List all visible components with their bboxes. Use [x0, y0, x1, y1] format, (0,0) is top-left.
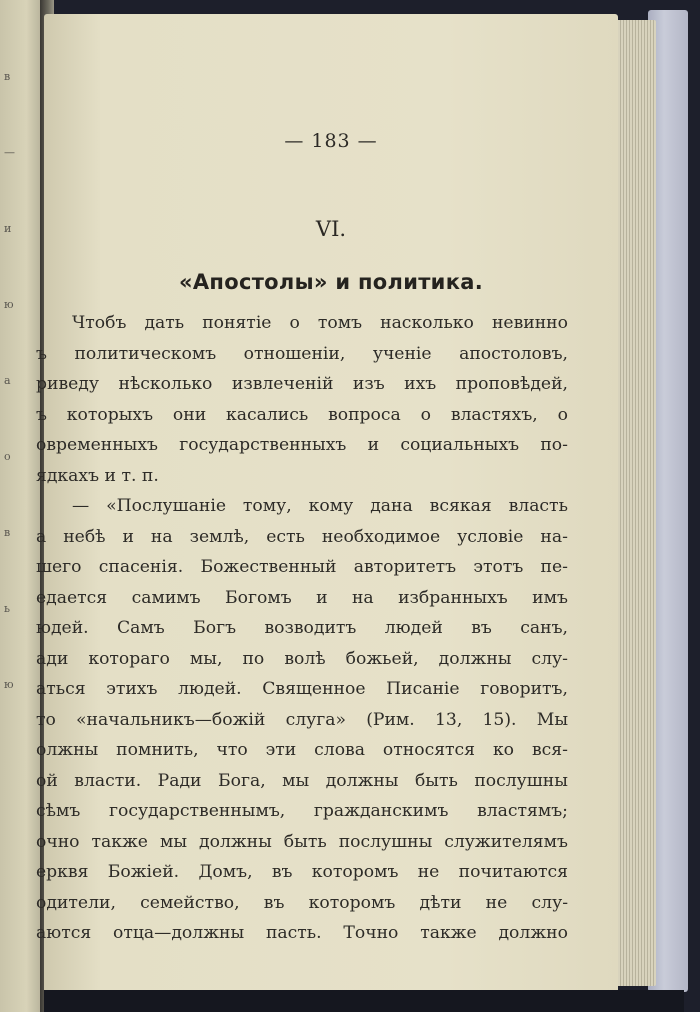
text-line	[36, 766, 568, 797]
text-line	[36, 339, 568, 370]
word: тому,	[242, 496, 292, 516]
left-page-fragment: —	[4, 146, 16, 159]
word: пе-	[540, 557, 568, 577]
word: должны	[199, 831, 272, 852]
word: овременныхъ	[36, 435, 158, 455]
word: кому	[308, 496, 354, 516]
word: 15).	[482, 709, 517, 730]
word: по	[242, 648, 265, 669]
word: извлеченій	[231, 374, 334, 394]
word: и	[104, 465, 122, 486]
word: по-	[540, 435, 568, 455]
word: санъ,	[520, 618, 568, 638]
word: властямъ;	[477, 801, 568, 821]
word: о	[289, 313, 300, 333]
word: относятся	[382, 740, 476, 760]
word: Бога,	[217, 770, 266, 791]
word: ученіе	[372, 343, 432, 364]
word: почитаются	[458, 862, 568, 882]
word: аются	[36, 923, 92, 943]
word: Священное	[262, 679, 366, 699]
word: имъ	[532, 587, 568, 608]
left-page-fragment: ю	[4, 678, 15, 691]
word: отца—должны	[113, 923, 245, 943]
text-line	[36, 400, 568, 431]
book-page	[36, 14, 618, 994]
word: должны	[438, 648, 512, 669]
word: Богъ	[193, 618, 237, 638]
word: людей	[384, 618, 443, 638]
word: касались	[226, 404, 309, 425]
word: невинно	[491, 313, 568, 333]
word: что	[216, 740, 248, 760]
text-line	[36, 644, 568, 675]
word: дать	[144, 313, 185, 333]
word: возводитъ	[264, 618, 357, 638]
word: вопроса	[328, 404, 401, 425]
text-line	[36, 735, 568, 766]
text-line	[36, 552, 568, 583]
text-line	[36, 461, 568, 492]
word: избранныхъ	[398, 587, 508, 608]
shadow	[44, 990, 684, 1012]
word: которомъ	[308, 892, 396, 913]
word: проповѣдей,	[455, 374, 568, 394]
word: котораго	[88, 648, 170, 669]
word: слу-	[531, 648, 568, 669]
word: одители,	[36, 892, 116, 913]
word: (Рим.	[366, 709, 415, 730]
word: олжны	[36, 740, 99, 760]
word: ъ	[36, 343, 47, 364]
left-page-fragment: ю	[4, 298, 15, 311]
word: ихъ	[404, 374, 437, 394]
word: о	[420, 404, 431, 425]
word: едается	[36, 587, 108, 608]
left-page-fragment: и	[4, 222, 12, 235]
word: слуга»	[285, 709, 347, 730]
word: послушны	[338, 831, 433, 852]
word: божьей,	[345, 648, 419, 669]
word: ади	[36, 648, 69, 669]
text-line	[36, 674, 568, 705]
word: власть	[508, 496, 568, 516]
word: и	[367, 435, 380, 455]
left-page-fragment: в	[4, 70, 11, 83]
word: Мы	[536, 709, 568, 730]
word: властяхъ,	[450, 404, 538, 425]
word: ой	[36, 770, 58, 791]
text-line	[36, 857, 568, 888]
word: они	[172, 404, 207, 425]
word: шего	[36, 557, 82, 577]
text-line	[36, 369, 568, 400]
word: мы,	[189, 648, 223, 669]
word: на	[351, 587, 374, 608]
word: не	[417, 862, 440, 882]
word: авторитетъ	[353, 557, 457, 577]
text-line	[36, 583, 568, 614]
word: пасть.	[265, 923, 322, 943]
word: въ	[471, 618, 492, 638]
word: то	[36, 709, 56, 730]
text-line	[36, 430, 568, 461]
word: спасенія.	[98, 557, 184, 577]
word: о	[557, 404, 568, 425]
word: и	[122, 526, 134, 547]
word: самимъ	[131, 587, 201, 608]
word: и	[316, 587, 328, 608]
word: служителямъ	[444, 831, 568, 852]
section-number: VI.	[315, 217, 347, 241]
word: риведу	[36, 374, 100, 394]
word: быть	[414, 770, 458, 791]
word: также	[420, 923, 477, 943]
text-line	[36, 613, 568, 644]
word: на	[150, 526, 173, 547]
body-text	[36, 308, 568, 949]
left-page-fragment: ь	[4, 602, 11, 615]
word: эти	[265, 740, 297, 760]
word: ерквя	[36, 862, 89, 882]
word: условіе	[457, 526, 524, 547]
word: власти.	[74, 770, 142, 791]
word: землѣ,	[189, 526, 250, 547]
text-line	[36, 888, 568, 919]
word: этотъ	[473, 557, 524, 577]
word: Чтобъ	[72, 313, 127, 333]
word: «Послушаніе	[106, 496, 226, 516]
word: которомъ	[311, 862, 399, 882]
left-page-fragment: о	[4, 450, 12, 463]
word: сѣмъ	[36, 801, 81, 821]
word: быть	[283, 831, 327, 852]
text-line	[36, 827, 568, 858]
word: понятіе	[202, 313, 272, 333]
word: не	[485, 892, 508, 913]
word: должны	[325, 770, 399, 791]
word: есть	[266, 526, 305, 547]
word: государственнымъ,	[108, 801, 286, 821]
word: гражданскимъ	[313, 801, 449, 821]
word: томъ	[317, 313, 363, 333]
word: т.	[121, 465, 142, 486]
word: дана	[370, 496, 413, 516]
word: ко	[492, 740, 515, 760]
word: а	[36, 526, 47, 547]
word: —	[72, 496, 90, 516]
word: Писаніе	[386, 679, 460, 699]
word: мы	[282, 770, 310, 791]
word: аться	[36, 679, 86, 699]
word: апостоловъ,	[459, 343, 568, 364]
word: ъ	[36, 404, 47, 425]
word: необходимое	[321, 526, 441, 547]
word: очно	[36, 831, 80, 852]
word: насколько	[380, 313, 474, 333]
word: въ	[263, 892, 285, 913]
word: семейство,	[140, 892, 240, 913]
text-line	[36, 705, 568, 736]
word: всякая	[429, 496, 492, 516]
word: въ	[271, 862, 293, 882]
word: которыхъ	[66, 404, 154, 425]
word: Самъ	[117, 618, 165, 638]
text-line	[36, 796, 568, 827]
word: отношеніи,	[243, 343, 346, 364]
word: говоритъ,	[480, 679, 568, 699]
word: Божіей.	[107, 862, 180, 882]
word: должно	[498, 923, 568, 943]
word: слова	[314, 740, 365, 760]
word: политическомъ	[74, 343, 217, 364]
word: небѣ	[63, 526, 106, 547]
word: помнить,	[116, 740, 199, 760]
word: волѣ	[284, 648, 326, 669]
word: Богомъ	[225, 587, 292, 608]
word: изъ	[352, 374, 385, 394]
word: дѣти	[419, 892, 462, 913]
word: этихъ	[106, 679, 158, 699]
word: людей.	[178, 679, 242, 699]
word: вся-	[531, 740, 568, 760]
word: ядкахъ	[36, 465, 105, 486]
word: послушны	[474, 770, 568, 791]
word: 13,	[434, 709, 463, 730]
word: на-	[540, 526, 568, 547]
word: нѣсколько	[118, 374, 213, 394]
text-line	[36, 491, 568, 522]
text-line	[36, 308, 568, 339]
word: социальныхъ	[400, 435, 520, 455]
word: Точно	[343, 923, 399, 943]
word: «начальникъ—божій	[76, 709, 266, 730]
page-number: — 183 —	[284, 130, 378, 152]
left-page-fragment: а	[4, 374, 12, 387]
word: мы	[159, 831, 188, 852]
word: слу-	[531, 892, 568, 913]
word: государственныхъ	[179, 435, 347, 455]
left-page-fragment: в	[4, 526, 11, 539]
text-line	[36, 918, 568, 949]
text-line	[36, 522, 568, 553]
page-edges	[612, 20, 656, 986]
word: также	[91, 831, 148, 852]
word: Домъ,	[198, 862, 253, 882]
word: юдей.	[36, 618, 89, 638]
section-title: «Апостолы» и политика.	[179, 270, 483, 294]
word: Божественный	[200, 557, 337, 577]
word: п.	[141, 465, 159, 486]
word: Ради	[157, 770, 202, 791]
